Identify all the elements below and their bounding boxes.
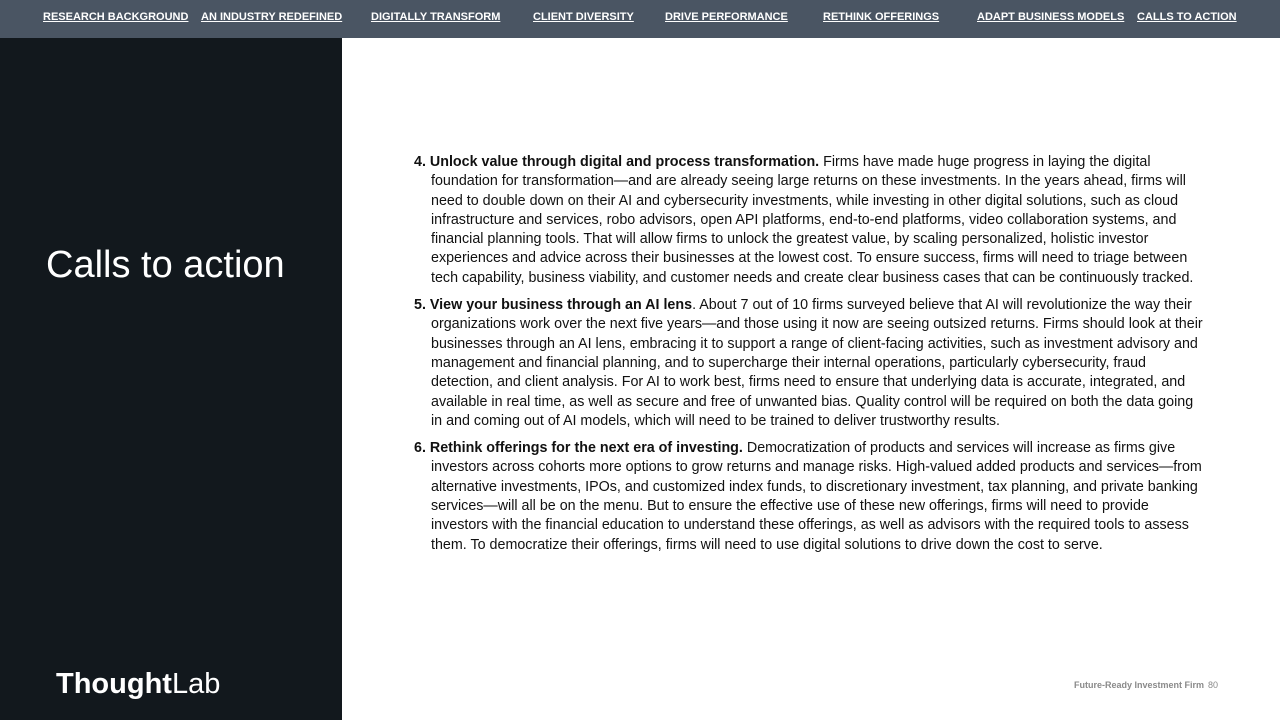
nav-link-client-diversity[interactable]: CLIENT DIVERSITY [533, 11, 634, 23]
nav-link-rethink-offerings[interactable]: RETHINK OFFERINGS [823, 11, 940, 23]
brand-bold: Thought [56, 668, 172, 700]
section-sidebar [0, 38, 342, 720]
calls-to-action-list [414, 153, 1204, 563]
list-item [414, 439, 1204, 555]
brand-light: Lab [171, 668, 221, 700]
nav-link-research-background[interactable]: RESEARCH BACKGROUND [43, 11, 189, 23]
report-name: Future-Ready Investment Firm [1073, 680, 1204, 690]
nav-link-an-industry-redefined[interactable]: AN INDUSTRY REDEFINED [201, 11, 343, 23]
list-item [414, 153, 1204, 288]
item-body: . About 7 out of 10 firms surveyed believe that AI will revolutionize the way their organizations work over the next five years—and those using it now are seeing outsized returns. Firms should look at their businesses through an AI lens, embracing it to support a range of client-facing activities, such as investment advisory and management and financial planning, and to supercharge their internal operations, particularly cybersecurity, fraud detection, and client analysis. For AI to work best, firms need to ensure that underlying data is accurate, integrated, and available in real time, as well as secure and free of unwanted bias. Quality control will be required on both the data going in and coming out of AI models, which will need to be trained to deliver trustworthy results. [431, 297, 1203, 429]
top-navigation [0, 0, 1280, 38]
item-heading: 6. Rethink offerings for the next era of investing. [414, 440, 743, 457]
item-heading: 4. Unlock value through digital and process transformation. [414, 154, 820, 170]
page-number: 80 [1207, 680, 1218, 690]
list-item [414, 296, 1204, 431]
section-title: Calls to action [46, 244, 285, 286]
nav-link-drive-performance[interactable]: DRIVE PERFORMANCE [665, 11, 788, 23]
thoughtlab-logo [56, 668, 220, 701]
nav-link-adapt-business-models[interactable]: ADAPT BUSINESS MODELS [977, 11, 1125, 23]
nav-link-calls-to-action[interactable]: CALLS TO ACTION [1137, 11, 1237, 23]
item-body: Democratization of products and services will increase as firms give investors across cohorts more options to grow returns and manage risks. High-valued added products and services—from alternative investments, IPOs, and customized index funds, to discretionary investment, tax planning, and private banking services—will all be on the menu. But to ensure the effective use of these new offerings, firms will need to provide investors with the financial education to understand these offerings, as well as advisors with the required tools to assess them. To democratize their offerings, firms will need to use digital solutions to drive down the cost to serve. [431, 440, 1202, 553]
page-footer [1074, 680, 1218, 690]
nav-link-digitally-transform[interactable]: DIGITALLY TRANSFORM [371, 11, 501, 23]
item-body: Firms have made huge progress in laying the digital foundation for transformation—and are already seeing large returns on these investments. In the years ahead, firms will need to double down on their AI and cybersecurity investments, while investing in other digital solutions, such as cloud infrastructure and services, robo advisors, open API platforms, end-to-end platforms, video collaboration systems, and financial planning tools. That will allow firms to unlock the greatest value, by scaling personalized, holistic investor experiences and advice across their businesses at the lowest cost. To ensure success, firms will need to triage between tech capability, business viability, and customer needs and create clear business cases that can be continuously tracked. [431, 154, 1194, 286]
item-heading: 5. View your business through an AI lens [414, 297, 693, 314]
